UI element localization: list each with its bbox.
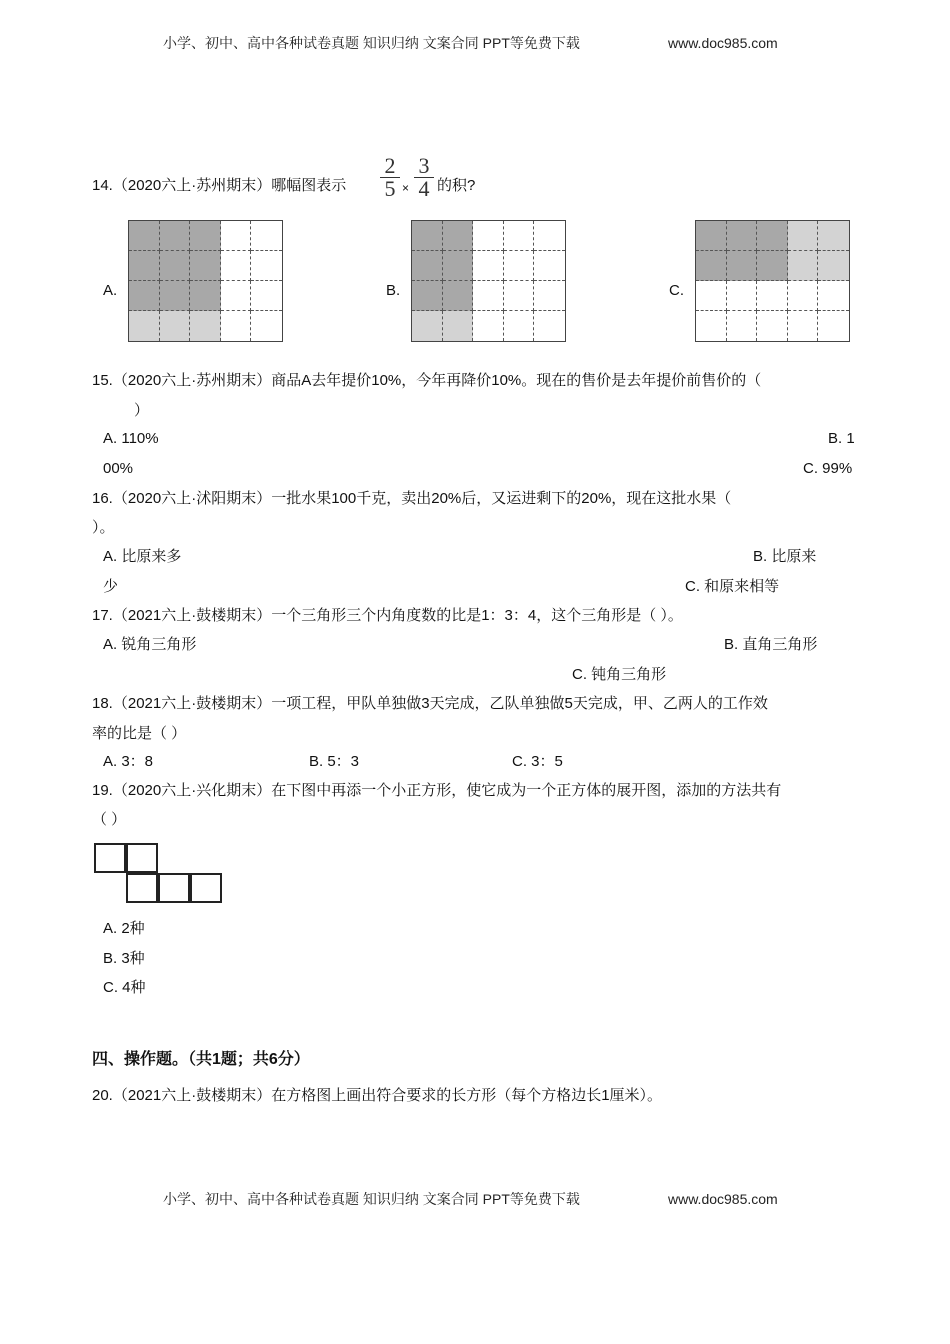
q16-text: 16.（2020六上·沭阳期末）一批水果100千克，卖出20%后，又运进剩下的20%，现在这批水果（ [92,490,732,507]
q20-text: 20.（2021六上·鼓楼期末）在方格图上画出符合要求的长方形（每个方格边长1厘米）。 [92,1087,663,1104]
q17-option-c: C. 钝角三角形 [572,666,667,683]
grid-cell [160,311,191,341]
grid-cell [757,281,788,311]
grid-cell [129,311,160,341]
numerator: 2 [384,153,396,178]
grid-cell [818,251,849,281]
numerator: 3 [418,153,430,178]
grid-b [411,220,566,342]
grid-cell [504,281,535,311]
grid-cell [160,281,191,311]
grid-cell [696,281,727,311]
grid-cell [473,221,504,251]
grid-cell [727,251,758,281]
grid-cell [190,251,221,281]
grid-cell [757,251,788,281]
grid-cell [818,311,849,341]
grid-cell [443,251,474,281]
grid-cell [504,311,535,341]
grid-cell [190,221,221,251]
q15-option-b: B. 1 [828,430,855,447]
q15-option-a: A. 110% [103,430,159,447]
grid-cell [412,311,443,341]
grid-cell [788,251,819,281]
grid-cell [788,281,819,311]
grid-cell [443,311,474,341]
grid-cell [727,221,758,251]
grid-cell [504,251,535,281]
q19-option-c: C. 4种 [103,979,146,996]
grid-a [128,220,283,342]
q18-option-c: C. 3：5 [512,753,563,770]
option-a-label: A. [103,282,118,299]
grid-cell [473,251,504,281]
grid-cell [818,281,849,311]
grid-cell [221,311,252,341]
footer-link[interactable]: www.doc985.com [668,1191,778,1207]
q19-text: 19.（2020六上·兴化期末）在下图中再添一个小正方形，使它成为一个正方体的展开图，添加的方法共有 [92,782,782,799]
grid-cell [504,221,535,251]
q16-option-b: B. 比原来 [753,548,817,565]
times-sign: × [402,181,410,195]
grid-cell [534,221,565,251]
grid-cell [727,281,758,311]
section-heading: 四、操作题。（共1题；共6分） [92,1051,310,1068]
grid-c [695,220,850,342]
grid-cell [696,251,727,281]
q19-text-cont: （ ） [92,811,127,828]
grid-cell [251,281,282,311]
q18-text-cont: 率的比是（ ） [92,725,187,742]
q15-option-c: C. 99% [803,460,853,477]
footer-text: 小学、初中、高中各种试卷真题 知识归纳 文案合同 PPT等免费下载 [163,1191,580,1207]
grid-cell [727,311,758,341]
grid-cell [534,281,565,311]
q16-option-a: A. 比原来多 [103,548,182,565]
grid-cell [443,281,474,311]
q15-option-b-cont: 00% [103,460,134,477]
grid-cell [190,311,221,341]
grid-cell [251,311,282,341]
option-b-label: B. [386,282,401,299]
q19-option-a: A. 2种 [103,920,145,937]
grid-cell [221,251,252,281]
fraction-2-5 [380,153,400,201]
denominator: 4 [418,176,430,201]
denominator: 5 [384,176,396,201]
grid-cell [412,281,443,311]
q16-text-cont: ）。 [92,519,115,536]
q15-text-cont: ） [134,402,150,419]
q17-option-b: B. 直角三角形 [724,636,818,653]
grid-cell [190,281,221,311]
grid-cell [160,221,191,251]
q17-text: 17.（2021六上·鼓楼期末）一个三角形三个内角度数的比是1：3：4，这个三角形是（ ）。 [92,607,683,624]
grid-cell [788,311,819,341]
grid-cell [221,221,252,251]
q18-option-b: B. 5：3 [309,753,360,770]
q18-option-a: A. 3：8 [103,753,154,770]
option-c-label: C. [669,282,684,299]
grid-cell [534,251,565,281]
grid-cell [696,311,727,341]
fraction-3-4 [414,153,434,201]
grid-cell [443,221,474,251]
grid-cell [757,221,788,251]
grid-cell [473,311,504,341]
grid-cell [251,251,282,281]
grid-cell [473,281,504,311]
grid-cell [129,221,160,251]
grid-cell [788,221,819,251]
q15-text: 15.（2020六上·苏州期末）商品A去年提价10%，今年再降价10%。现在的售价是去年提价前售价的（ [92,372,762,389]
q16-option-c: C. 和原来相等 [685,578,780,595]
grid-cell [221,281,252,311]
grid-cell [129,251,160,281]
grid-cell [757,311,788,341]
grid-cell [412,251,443,281]
grid-cell [818,221,849,251]
q19-option-b: B. 3种 [103,950,145,967]
q18-text: 18.（2021六上·鼓楼期末）一项工程，甲队单独做3天完成，乙队单独做5天完成，甲、乙两人的工作效 [92,695,768,712]
header-link[interactable]: www.doc985.com [668,35,778,51]
header-text: 小学、初中、高中各种试卷真题 知识归纳 文案合同 PPT等免费下载 [163,35,580,51]
q14-text: 14.（2020六上·苏州期末）哪幅图表示 [92,177,347,194]
grid-cell [696,221,727,251]
q16-option-b-cont: 少 [103,578,119,595]
grid-cell [251,221,282,251]
grid-cell [534,311,565,341]
grid-cell [160,251,191,281]
grid-cell [129,281,160,311]
q17-option-a: A. 锐角三角形 [103,636,197,653]
grid-cell [412,221,443,251]
q14-suffix: 的积? [437,177,476,194]
